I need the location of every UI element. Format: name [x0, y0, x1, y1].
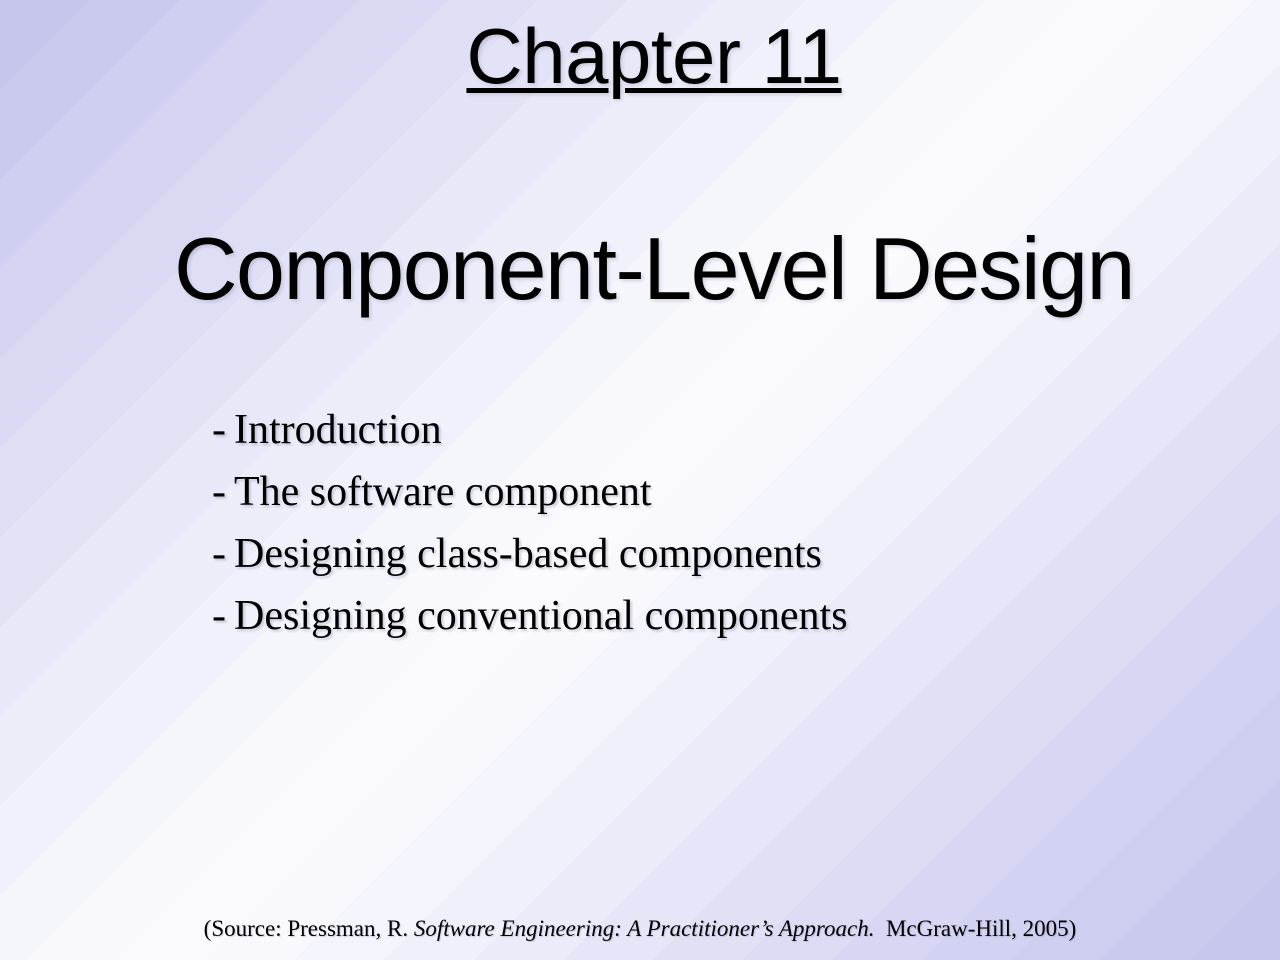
citation-prefix: (Source: Pressman, R. — [203, 916, 414, 941]
list-item — [212, 585, 848, 647]
bullet-text: Designing class-based components — [234, 531, 822, 577]
citation-suffix: McGraw-Hill, 2005) — [874, 916, 1077, 941]
citation-book-title: Software Engineering: A Practitioner’s Approach. — [413, 916, 875, 941]
chapter-label: Chapter 11 — [466, 12, 842, 100]
list-item — [212, 399, 848, 461]
chapter-heading — [0, 12, 1280, 102]
list-item — [212, 523, 848, 585]
bullet-text: The software component — [234, 469, 652, 515]
bullet-dash: - — [212, 469, 226, 515]
bullet-text: Designing conventional components — [234, 593, 848, 639]
bullet-dash: - — [212, 407, 226, 453]
bullet-dash: - — [212, 593, 226, 639]
bullet-list — [212, 399, 848, 647]
bullet-text: Introduction — [234, 407, 442, 453]
list-item — [212, 461, 848, 523]
bullet-dash: - — [212, 531, 226, 577]
source-citation — [0, 916, 1280, 942]
slide-title: Component-Level Design — [173, 219, 1134, 318]
